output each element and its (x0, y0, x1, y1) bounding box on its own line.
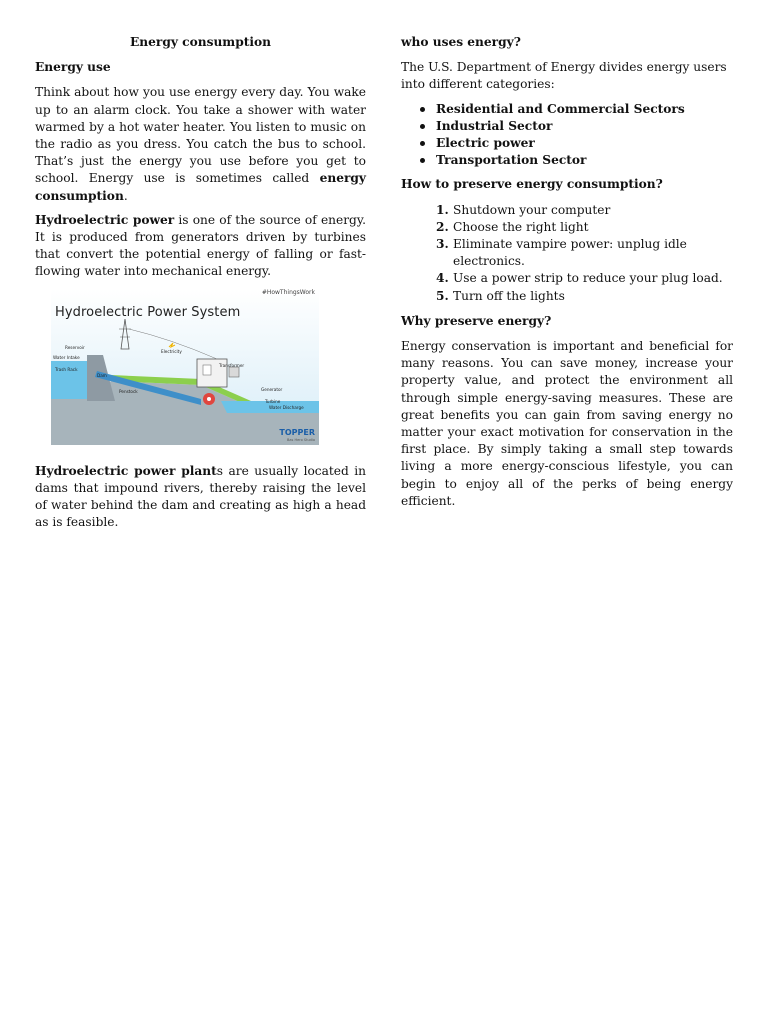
step-number: 4. (436, 271, 449, 286)
list-item (401, 152, 733, 169)
list-item (401, 236, 733, 270)
label-water-intake: Water Intake (53, 354, 80, 360)
label-trash-rack: Trash Rack (55, 366, 78, 372)
plant-text: s are usually located in dams that impound rivers, thereby raising the level of water behind the dam and creating as high a head as is feasible. (35, 463, 366, 530)
topper-logo-sub: Bas Hero Studio (286, 437, 315, 442)
step-text: Use a power strip to reduce your plug load. (453, 271, 723, 286)
step-number: 1. (436, 202, 449, 217)
step-text: Turn off the lights (453, 288, 565, 303)
plant-paragraph (35, 463, 366, 532)
why-preserve-heading: Why preserve energy? (401, 313, 552, 328)
step-text: Shutdown your computer (453, 202, 611, 217)
list-item (401, 202, 733, 219)
label-turbine: Turbine (265, 398, 281, 404)
label-dam: Dam (97, 372, 107, 378)
how-to-preserve-heading: How to preserve energy consumption? (401, 177, 663, 192)
bullet-icon (420, 141, 425, 146)
turbine-hub (207, 397, 211, 401)
sector-label: Transportation Sector (436, 153, 587, 168)
energy-use-heading: Energy use (35, 60, 111, 75)
sector-label: Electric power (436, 136, 535, 151)
transformer-box (229, 367, 239, 377)
generator-box (203, 365, 211, 375)
list-item (401, 118, 733, 135)
figure-title: Hydroelectric Power System (55, 304, 241, 320)
step-number: 3. (436, 237, 449, 252)
energy-consumption-term: energy consumption (35, 171, 366, 203)
list-item (401, 270, 733, 287)
why-preserve-text: Energy conservation is important and beneficial for many reasons. You can save money, increase your property value, and protect the environment all through simple energy-saving measures. These are great benefits you can gain from saving energy no matter your exact motivation for conservation in the first place. By simply taking a small step towards living a more energy-conscious lifestyle, you can begin to enjoy all of the perks of being energy efficient. (401, 339, 733, 508)
hydroelectric-diagram (51, 289, 319, 445)
hydro-paragraph (35, 212, 366, 281)
step-text: Choose the right light (453, 219, 589, 234)
topper-logo: TOPPER (279, 427, 315, 437)
step-number: 5. (436, 288, 449, 303)
label-generator: Generator (261, 386, 283, 392)
left-column (35, 34, 366, 531)
steps-list (401, 202, 733, 305)
sector-list (401, 101, 733, 170)
step-text: Eliminate vampire power: unplug idle electronics. (453, 237, 687, 269)
bullet-icon (420, 158, 425, 163)
figure-hashtag: #HowThingsWork (261, 288, 315, 296)
page-title: Energy consumption (130, 35, 271, 49)
who-uses-energy-text: The U.S. Department of Energy divides energy users into different categories: (401, 60, 727, 92)
energy-use-end: . (123, 188, 128, 203)
energy-use-paragraph (35, 84, 366, 204)
sector-label: Industrial Sector (436, 118, 553, 133)
label-transformer: Transformer (219, 362, 245, 368)
bullet-icon (420, 124, 425, 129)
label-electricity: Electricity (161, 348, 182, 354)
list-item (401, 219, 733, 236)
label-water-discharge: Water Discharge (269, 404, 304, 410)
label-penstock: Penstock (119, 388, 138, 394)
energy-use-text: Think about how you use energy every day. You wake up to an alarm clock. You take a shower with water warmed by a hot water heater. You listen to music on the radio as you dress. You catch the bus to school. That’s just the energy you use before you get to school. Energy use is sometimes called (35, 85, 366, 186)
hydro-term: Hydroelectric power (35, 212, 175, 227)
list-item (401, 135, 733, 152)
plant-term: Hydroelectric power plant (35, 463, 217, 478)
who-uses-energy-heading: who uses energy? (401, 35, 521, 49)
bullet-icon (420, 107, 425, 112)
list-item (401, 101, 733, 118)
sector-label: Residential and Commercial Sectors (436, 101, 685, 116)
list-item (401, 288, 733, 305)
label-reservoir: Reservoir (65, 344, 85, 350)
step-number: 2. (436, 219, 449, 234)
right-column (401, 34, 733, 510)
hydro-text: is one of the source of energy. It is produced from generators driven by turbines that convert the potential energy of falling or fast-flowing water into mechanical energy. (35, 212, 366, 279)
